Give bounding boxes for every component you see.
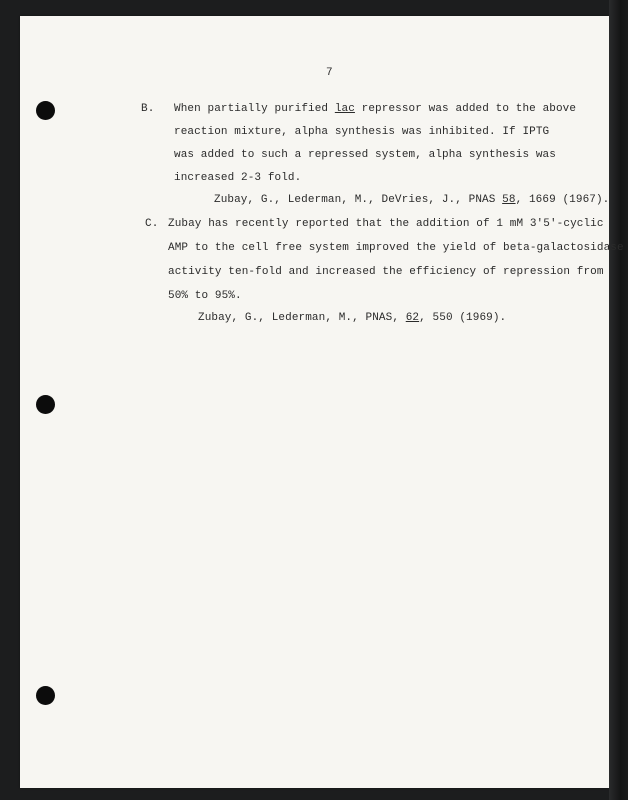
item-c-citation-volume: 62 xyxy=(405,312,420,324)
item-b-line-1-post: repressor was added to the above xyxy=(354,103,577,115)
item-b-citation xyxy=(214,194,609,206)
item-c-line-4: 50% to 95%. xyxy=(168,290,242,302)
item-b-citation-post: , 1669 (1967). xyxy=(515,194,610,206)
item-b-marker: B. xyxy=(141,103,155,115)
item-c-citation xyxy=(198,312,506,324)
page-number: 7 xyxy=(326,67,333,79)
item-b-line-3: was added to such a repressed system, alpha synthesis was xyxy=(174,149,556,161)
item-b-citation-pre: Zubay, G., Lederman, M., DeVries, J., PNAS xyxy=(214,194,503,206)
punch-hole-top xyxy=(36,101,55,120)
item-b-line-1-pre: When partially purified xyxy=(174,103,335,115)
item-b-line-2: reaction mixture, alpha synthesis was inhibited. If IPTG xyxy=(174,126,550,138)
item-b-line-1 xyxy=(174,103,576,115)
binder-edge xyxy=(609,0,628,800)
item-b-line-4: increased 2-3 fold. xyxy=(174,172,302,184)
punch-hole-bottom xyxy=(36,686,55,705)
item-c-marker: C. xyxy=(145,218,159,230)
punch-hole-middle xyxy=(36,395,55,414)
item-c-line-1: Zubay has recently reported that the addition of 1 mM 3'5'-cyclic xyxy=(168,218,604,230)
item-b-lac-underlined: lac xyxy=(334,103,355,115)
item-c-line-2: AMP to the cell free system improved the yield of beta-galactosidase xyxy=(168,242,624,254)
item-c-citation-post: , 550 (1969). xyxy=(419,312,507,324)
item-c-citation-pre: Zubay, G., Lederman, M., PNAS, xyxy=(198,312,406,324)
item-c-line-3: activity ten-fold and increased the efficiency of repression from xyxy=(168,266,604,278)
item-b-citation-volume: 58 xyxy=(502,194,516,206)
